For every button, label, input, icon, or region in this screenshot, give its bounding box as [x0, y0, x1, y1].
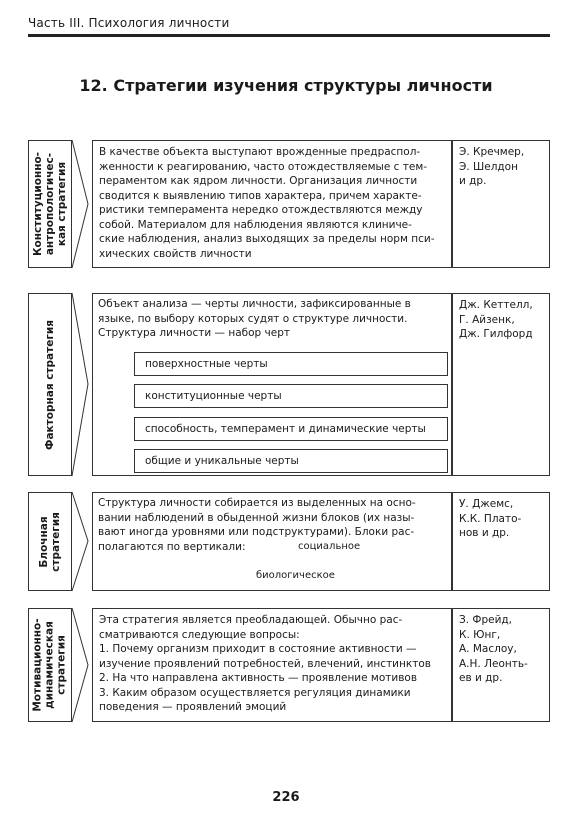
- strategy-description-constitutional: В качестве объекта выступают врожденные предраспол- женности к реагированию, часто отождествляемые с тем- пераментом как ядром личности. Организация личности сводится к выявлению типов характера, причем характе- ристики темперамента нередко отождествляются между собой. Материалом для наблюдения являются клиниче- ские наблюдения, анализ выходящих за пределы норм пси- хических свойств личности: [92, 140, 452, 268]
- trait-item: общие и уникальные черты: [134, 449, 448, 473]
- page-number: 226: [272, 790, 300, 805]
- level-bottom-label: биологическое: [256, 570, 335, 581]
- trait-item: способность, темперамент и динамические черты: [134, 417, 448, 441]
- strategy-label-text: Блочная стратегия: [38, 511, 62, 572]
- chevron-3: [72, 492, 88, 591]
- trait-item: конституционные черты: [134, 384, 448, 408]
- page-title: 12. Стратегии изучения структуры личности: [79, 76, 493, 95]
- strategy-label-constitutional: [28, 140, 72, 268]
- strategy-authors-motivational: З. Фрейд, К. Юнг, А. Маслоу, А.Н. Леонть- ев и др.: [452, 608, 550, 722]
- strategy-label-block: [28, 492, 72, 591]
- strategy-description-motivational: Эта стратегия является преобладающей. Обычно рас- сматриваются следующие вопросы: 1. Почему организм приходит в состояние активности — изучение проявлений потребностей, влечений, инстинктов 2. На что направлена активность — проявление мотивов 3. Каким образом осуществляется регуляция динамики поведения — проявлений эмоций: [92, 608, 452, 722]
- strategy-label-motivational: [28, 608, 72, 722]
- strategy-label-text: Конституционно- антропологичес- кая стратегия: [32, 151, 68, 257]
- strategy-description-factor: Объект анализа — черты личности, зафиксированные в языке, по выбору которых судят о структуре личности. Структура личности — набор черт: [98, 298, 411, 339]
- strategy-authors-block: У. Джемс, К.К. Плато- нов и др.: [452, 492, 550, 591]
- strategy-label-text: Факторная стратегия: [44, 319, 57, 450]
- strategy-label-text: Мотивационно- динамическая стратегия: [32, 618, 68, 712]
- strategy-description-block: Структура личности собирается из выделенных на осно- вании наблюдений в обыденной жизни блоков (их назы- вают иногда уровнями или подструктурами). Блоки рас- полагаются по вертикали:: [98, 497, 416, 553]
- chevron-4: [72, 608, 88, 722]
- strategy-label-factor: [28, 293, 72, 476]
- running-header: Часть III. Психология личности: [28, 16, 230, 30]
- strategy-authors-constitutional: Э. Кречмер, Э. Шелдон и др.: [452, 140, 550, 268]
- level-top-label: социальное: [298, 541, 361, 552]
- chevron-2: [72, 293, 88, 476]
- trait-item: поверхностные черты: [134, 352, 448, 376]
- strategy-authors-factor: Дж. Кеттелл, Г. Айзенк, Дж. Гилфорд: [452, 293, 550, 476]
- chevron-1: [72, 140, 88, 268]
